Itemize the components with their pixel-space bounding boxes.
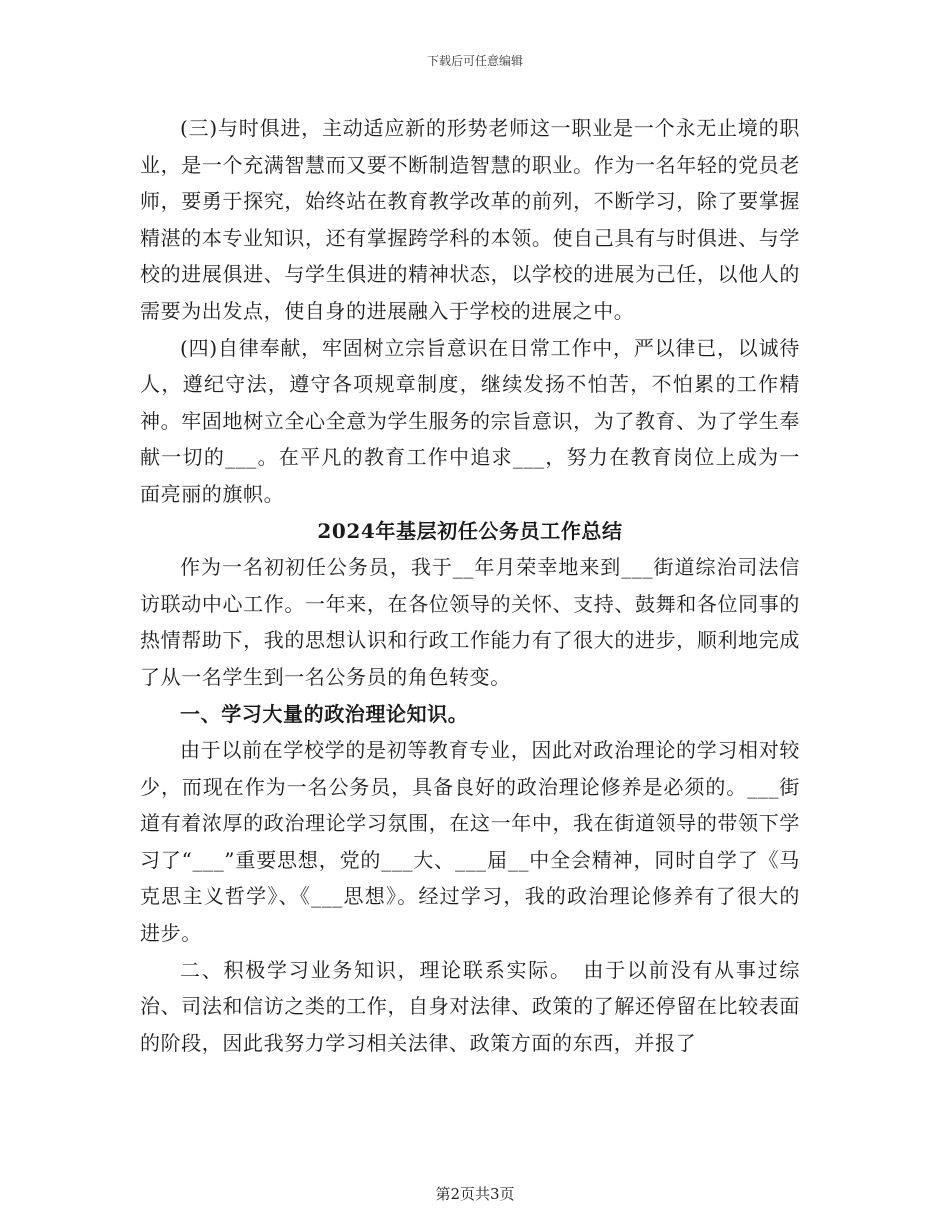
document-title: 2024年基层初任公务员工作总结 bbox=[317, 518, 623, 543]
document-body bbox=[140, 110, 800, 1061]
paragraph-section-two: 二、积极学习业务知识，理论联系实际。 由于以前没有从事过综治、司法和信访之类的工作，自身对法律、政策的了解还停留在比较表面的阶段，因此我努力学习相关法律、政策方面的东西，并报了 bbox=[140, 957, 800, 1055]
page-footer: 第2页共3页 bbox=[435, 1185, 515, 1203]
paragraph-political-theory: 由于以前在学校学的是初等教育专业，因此对政治理论的学习相对较少，而现在作为一名公务员，具备良好的政治理论修养是必须的。___街道有着浓厚的政治理论学习氛围，在这一年中，我在街道领导的带领下学习了“___”重要思想，党的___大、___届__中全会精神，同时自学了《马克思主义哲学》、《___思想》。经过学习，我的政治理论修养有了很大的进步。 bbox=[140, 738, 800, 946]
paragraph-intro: 作为一名初初任公务员，我于__年月荣幸地来到___街道综治司法信访联动中心工作。一年来，在各位领导的关怀、支持、鼓舞和各位同事的热情帮助下，我的思想认识和行政工作能力有了很大的进步，顺利地完成了从一名学生到一名公务员的角色转变。 bbox=[140, 555, 800, 689]
section-heading-one: 一、学习大量的政治理论知识。 bbox=[180, 701, 469, 726]
paragraph-section-three: (三)与时俱进，主动适应新的形势老师这一职业是一个永无止境的职业，是一个充满智慧而又要不断制造智慧的职业。作为一名年轻的党员老师，要勇于探究，始终站在教育教学改革的前列，不断学习，除了要掌握精湛的本专业知识，还有掌握跨学科的本领。使自己具有与时俱进、与学校的进展俱进、与学生俱进的精神状态，以学校的进展为己任，以他人的需要为出发点，使自身的进展融入于学校的进展之中。 bbox=[140, 116, 800, 323]
paragraph-section-four: (四)自律奉献，牢固树立宗旨意识在日常工作中，严以律已，以诚待人，遵纪守法，遵守各项规章制度，继续发扬不怕苦，不怕累的工作精神。牢固地树立全心全意为学生服务的宗旨意识，为了教育、为了学生奉献一切的___。在平凡的教育工作中追求___，努力在教育岗位上成为一面亮丽的旗帜。 bbox=[140, 335, 800, 506]
page-header: 下载后可任意编辑 bbox=[426, 54, 523, 68]
